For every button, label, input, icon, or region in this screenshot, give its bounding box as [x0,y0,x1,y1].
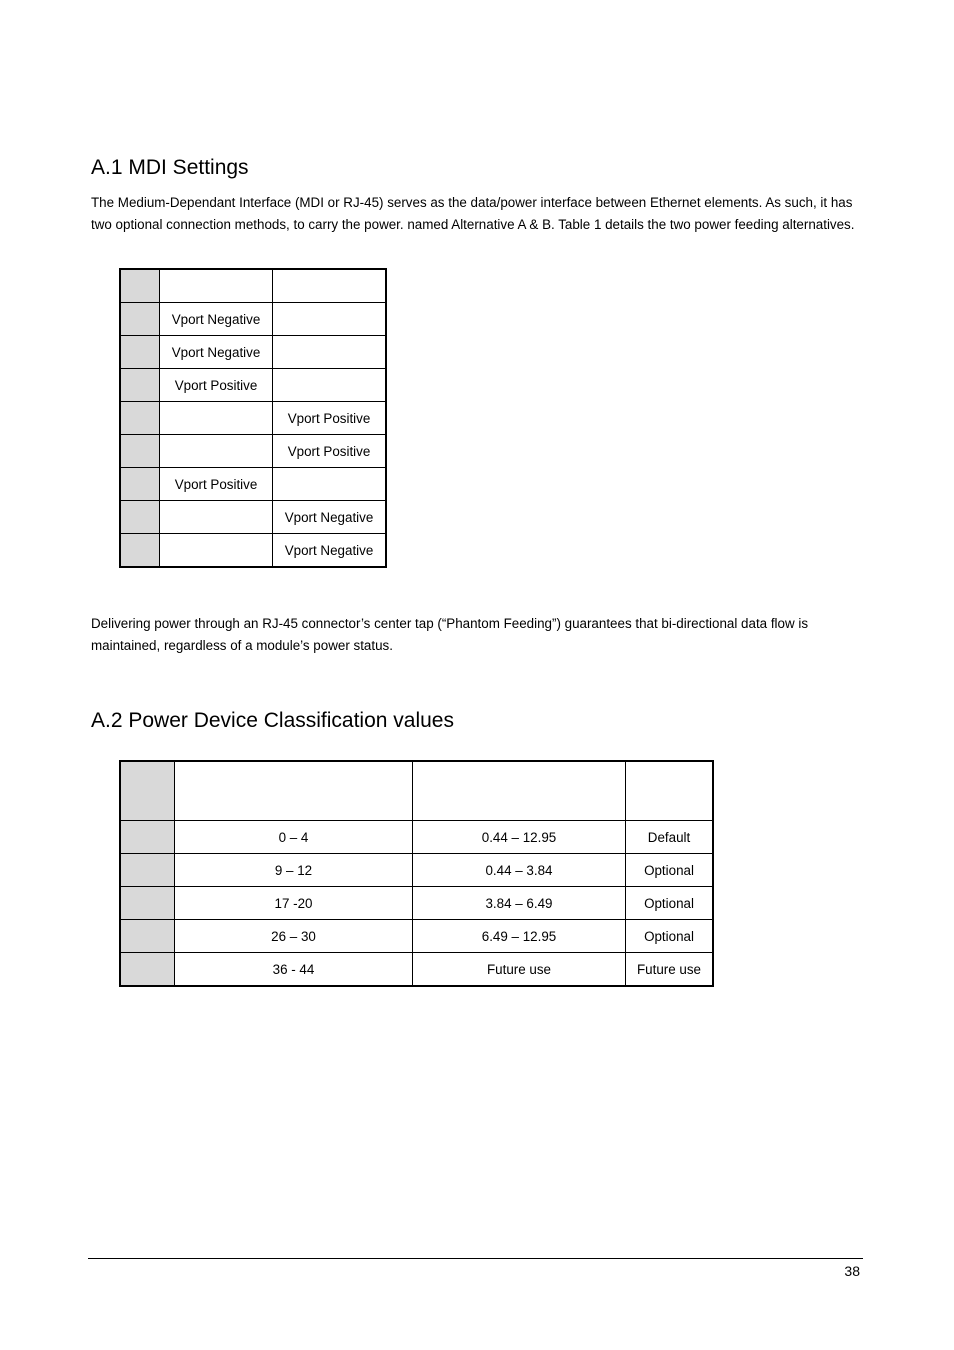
table-cell [273,336,387,369]
table-cell: Optional [626,887,714,920]
table-cell [120,887,175,920]
table-cell: Future use [413,953,626,987]
table-row [120,854,713,887]
section-a2-title: A.2 Power Device Classification values [91,709,454,732]
table-cell [120,953,175,987]
table-cell: Vport Positive [160,468,273,501]
table-row [120,920,713,953]
table-cell [175,761,413,821]
table-cell: 26 – 30 [175,920,413,953]
table-cell [120,269,160,303]
table-cell [273,369,387,402]
table-cell: Vport Positive [273,402,387,435]
table-cell [160,402,273,435]
footer-divider [88,1258,863,1259]
table-cell [120,369,160,402]
section-a1-outro: Delivering power through an RJ-45 connector’s center tap (“Phantom Feeding”) guarantees that bi-directional data flow is maintained, regardless of a module’s power status. [91,616,809,653]
table-cell [120,303,160,336]
section-a1-title: A.1 MDI Settings [91,156,249,179]
table-cell: 0.44 – 12.95 [413,821,626,854]
table-cell [273,468,387,501]
table-cell: Optional [626,854,714,887]
table-cell [120,821,175,854]
table-row [120,269,386,303]
table-cell: Vport Negative [160,336,273,369]
table-row [120,435,386,468]
table-cell [160,501,273,534]
table-cell [120,534,160,568]
table-cell: Vport Positive [160,369,273,402]
table-cell [626,761,714,821]
table-cell: Vport Negative [273,534,387,568]
table-cell: Default [626,821,714,854]
table-cell: Vport Positive [273,435,387,468]
table-cell [120,761,175,821]
table-row [120,468,386,501]
table-cell [120,468,160,501]
table-cell [160,435,273,468]
table-cell [273,269,387,303]
table-row [120,336,386,369]
table-cell: 9 – 12 [175,854,413,887]
table-cell [120,920,175,953]
table-cell: Vport Negative [273,501,387,534]
table-cell [120,501,160,534]
table-cell: Future use [626,953,714,987]
table-cell [413,761,626,821]
table-cell: 0 – 4 [175,821,413,854]
table-row [120,887,713,920]
table-cell [120,435,160,468]
table-row [120,369,386,402]
table-row [120,303,386,336]
section-a1-intro: The Medium-Dependant Interface (MDI or RJ-45) serves as the data/power interface between Ethernet elements. As such, it has two optional connection methods, to carry the power. named Alternative A & B. Table 1 details the two power feeding alternatives. [91,195,855,232]
table-cell: Optional [626,920,714,953]
table-cell [120,402,160,435]
table-cell: Vport Negative [160,303,273,336]
table-row [120,501,386,534]
table-cell [160,269,273,303]
table-row [120,821,713,854]
mdi-pinout-table [119,268,387,568]
table-row [120,953,713,987]
table-cell [120,854,175,887]
table-row [120,402,386,435]
table-cell [160,534,273,568]
classification-table [119,760,714,987]
table-cell [120,336,160,369]
table-header-row [120,761,713,821]
table-row [120,534,386,568]
table-cell: 36 - 44 [175,953,413,987]
table-cell: 17 -20 [175,887,413,920]
table-cell [273,303,387,336]
table-cell: 0.44 – 3.84 [413,854,626,887]
table-cell: 3.84 – 6.49 [413,887,626,920]
page-number: 38 [844,1263,860,1279]
table-cell: 6.49 – 12.95 [413,920,626,953]
